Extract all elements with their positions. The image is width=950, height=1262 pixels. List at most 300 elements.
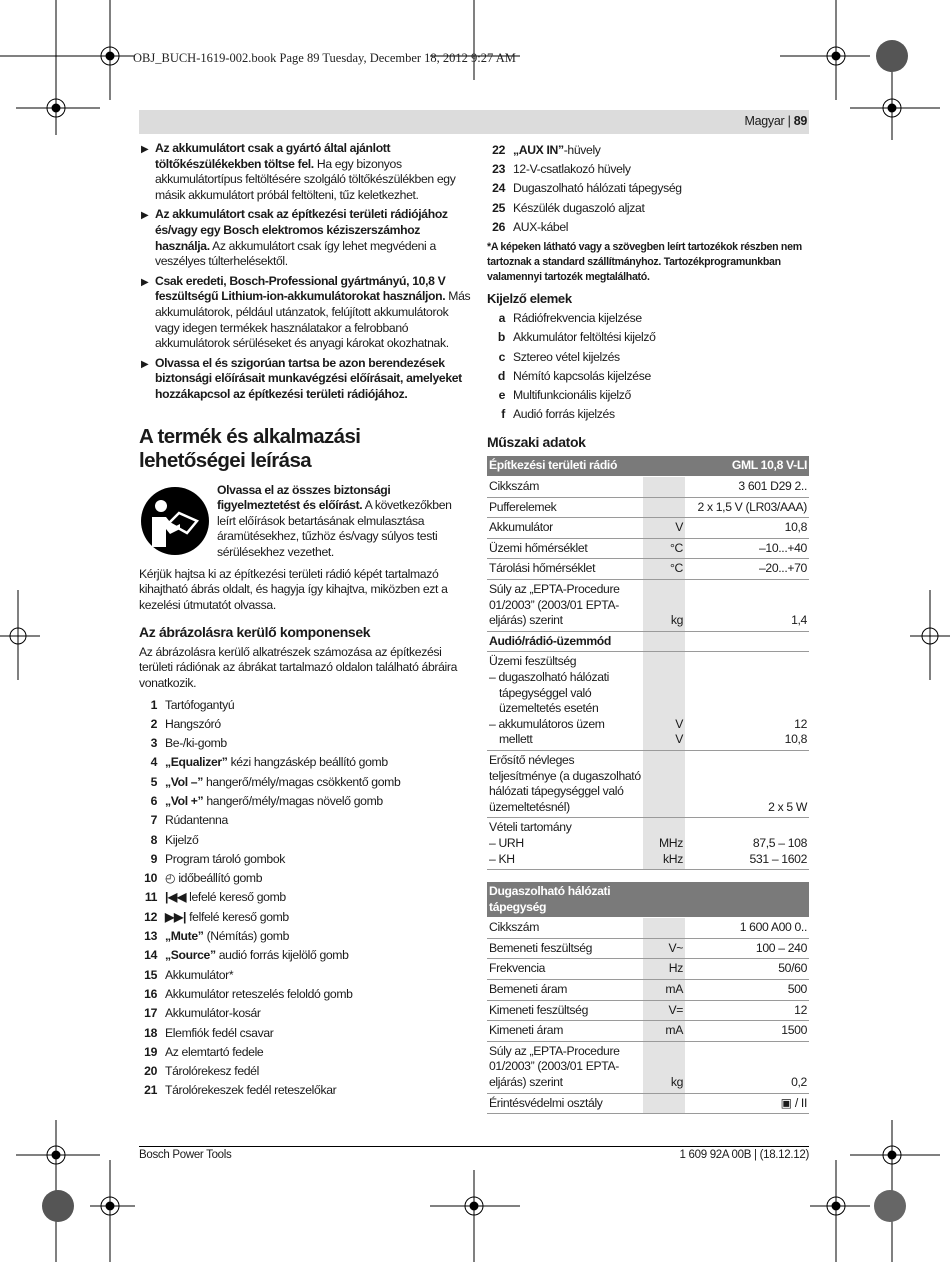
table-row xyxy=(487,980,809,1001)
label-line: – akkumulátoros üzem mellett xyxy=(489,716,605,747)
item-label xyxy=(513,162,631,178)
label-line: Üzemi hőmérséklet xyxy=(489,540,588,555)
value-line: 87,5 – 108 xyxy=(752,835,807,850)
item-label xyxy=(513,181,682,197)
table-row xyxy=(487,497,809,518)
section-title: A termék és alkalmazási lehetőségei leírása xyxy=(139,424,361,472)
label-cell xyxy=(487,980,643,1001)
item-number: 16 xyxy=(144,986,157,1001)
components-intro: Az ábrázolásra kerülő alkatrészek számozása az építkezési területi rádiónak az ábrákat tartalmazó oldalon található ábráira vonatkozik. xyxy=(139,644,458,691)
display-item xyxy=(487,367,809,386)
label-cell xyxy=(487,1021,643,1042)
value-line: 100 – 240 xyxy=(755,940,807,955)
item-label xyxy=(165,1026,273,1042)
unit-cell xyxy=(643,538,685,559)
bullet-arrow-icon: ▶ xyxy=(141,210,149,222)
unit-line: °C xyxy=(670,561,683,576)
item-number: 25 xyxy=(492,200,505,215)
label-cell xyxy=(487,818,643,870)
header-language: Magyar xyxy=(744,114,785,128)
item-letter: d xyxy=(497,368,505,383)
list-item xyxy=(139,1024,471,1043)
item-text: hangerő/mély/magas csökkentő gomb xyxy=(202,774,401,789)
label-cell xyxy=(487,580,643,632)
display-item xyxy=(487,328,809,347)
item-text: 12-V-csatlakozó hüvely xyxy=(513,162,631,177)
item-text: Kijelző xyxy=(165,832,199,847)
item-number: 2 xyxy=(150,716,157,731)
footer-doc-number: 1 609 92A 00B | (18.12.12) xyxy=(679,1149,809,1161)
display-list xyxy=(487,309,809,425)
unit-line xyxy=(645,701,683,717)
item-text: ◴ időbeállító gomb xyxy=(165,871,263,886)
item-text: Az elemtartó fedele xyxy=(165,1044,264,1059)
header-cell xyxy=(643,456,685,476)
table-row xyxy=(487,818,809,870)
table-row xyxy=(487,1041,809,1093)
label-line: Pufferelemek xyxy=(489,499,557,514)
list-item xyxy=(139,696,471,715)
unit-cell xyxy=(643,980,685,1001)
label-cell xyxy=(487,518,643,539)
list-item xyxy=(139,850,471,869)
item-text: Készülék dugaszoló aljzat xyxy=(513,200,645,215)
bullet-bold: Olvassa el és szigorúan tartsa be azon berendezések biztonsági előírásait munkavégzési előírásait, amelyeket hozzákapcsol az építkezési területi rádiójához. xyxy=(155,355,462,401)
unit-cell xyxy=(643,631,685,652)
list-item xyxy=(139,734,471,753)
item-text: Be-/ki-gomb xyxy=(165,736,227,751)
item-text: Program tároló gombok xyxy=(165,851,286,866)
item-text: kézi hangzáskép beállító gomb xyxy=(227,755,388,770)
list-item xyxy=(139,773,471,792)
table-header xyxy=(487,882,809,918)
item-text: Tartófogantyú xyxy=(165,697,235,712)
value-line: –20...+70 xyxy=(758,561,807,576)
item-text: Akkumulátor feltöltési kijelző xyxy=(513,330,656,345)
read-manual-icon xyxy=(141,487,209,555)
label-cell xyxy=(487,918,643,939)
list-item xyxy=(139,1082,471,1101)
item-number: 10 xyxy=(144,871,157,886)
unit-line xyxy=(645,800,683,816)
label-line: – dugaszolható hálózati tápegységgel való üzemeltetés esetén xyxy=(489,669,610,716)
value-line: 1500 xyxy=(781,1023,807,1038)
value-cell xyxy=(685,1021,809,1042)
list-item xyxy=(139,985,471,1004)
unit-line xyxy=(645,920,683,936)
label-line: Erősítő névleges teljesítménye (a dugaszolható hálózati tápegységgel való üzemeltetésnél) xyxy=(489,752,641,814)
label-line: Akkumulátor xyxy=(489,520,553,535)
list-item xyxy=(487,180,809,199)
item-number: 22 xyxy=(492,142,505,157)
value-line: 50/60 xyxy=(778,961,807,976)
table-row xyxy=(487,652,809,751)
table-row xyxy=(487,518,809,539)
item-label xyxy=(165,852,285,868)
item-number: 8 xyxy=(150,832,157,847)
label-cell xyxy=(487,1000,643,1021)
unit-line xyxy=(645,1096,683,1112)
item-text: Rúdantenna xyxy=(165,813,228,828)
bullet-text: Más akkumulátorok, például utánzatok, felújított akkumulátorok vagy idegen termékek használatakor a felrobbanó akkumulátorok sérüléseket és anyagi károkat okozhatnak. xyxy=(155,289,471,351)
bullet-text: Ha egy bizonyos akkumulátortípus feltöltésére szolgáló töltőkészülékben egy másik akkumulátort próbál feltölteni, tűz keletkezhet. xyxy=(155,156,456,202)
label-line: Üzemi feszültség xyxy=(489,654,577,669)
safety-bullets xyxy=(139,141,471,403)
footer-divider xyxy=(139,1146,809,1147)
item-label xyxy=(165,910,289,926)
label-cell xyxy=(487,497,643,518)
item-label xyxy=(165,890,286,906)
value-cell xyxy=(685,1000,809,1021)
item-number: 5 xyxy=(150,774,157,789)
label-line: Bemeneti áram xyxy=(489,982,568,997)
spec-table-power-supply xyxy=(487,882,809,1114)
value-line: 10,8 xyxy=(784,520,807,535)
label-cell xyxy=(487,538,643,559)
label-line: Súly az „EPTA-Procedure 01/2003” (2003/01 EPTA-eljárás) szerint xyxy=(489,582,620,628)
item-text: lefelé kereső gomb xyxy=(186,890,286,905)
unit-cell xyxy=(643,959,685,980)
item-text: audió forrás kijelölő gomb xyxy=(215,948,349,963)
label-line: – KH xyxy=(489,851,515,866)
table-row xyxy=(487,750,809,817)
label-line: Kimeneti áram xyxy=(489,1023,564,1038)
label-cell xyxy=(487,1093,643,1114)
list-item xyxy=(139,754,471,773)
header-cell: Építkezési területi rádió xyxy=(487,456,643,476)
bullet-arrow-icon: ▶ xyxy=(141,358,149,370)
item-text: Rádiófrekvencia kijelzése xyxy=(513,310,642,325)
item-number: 11 xyxy=(144,890,157,905)
left-column xyxy=(139,141,471,1101)
item-bold: „Equalizer” xyxy=(165,755,228,770)
item-text: Elemfiók fedél csavar xyxy=(165,1025,274,1040)
label-line: Audió/rádió-üzemmód xyxy=(489,633,611,648)
value-line: ▣ / II xyxy=(780,1095,807,1110)
display-item xyxy=(487,406,809,425)
table-row xyxy=(487,959,809,980)
footer-brand: Bosch Power Tools xyxy=(139,1149,232,1161)
spec-table-radio xyxy=(487,456,809,870)
item-number: 23 xyxy=(492,162,505,177)
unit-cell xyxy=(643,918,685,939)
unit-cell xyxy=(643,938,685,959)
item-bold: „AUX IN” xyxy=(513,142,564,157)
item-number: 14 xyxy=(144,948,157,963)
unit-line xyxy=(645,820,683,836)
item-number: 20 xyxy=(144,1064,157,1079)
bullet-bold: Csak eredeti, Bosch-Professional gyártmányú, 10,8 V feszültségű Lithium-ion-akkumulátorokat használjon. xyxy=(155,273,446,304)
bullet-arrow-icon: ▶ xyxy=(141,144,149,155)
table-header xyxy=(487,456,809,476)
list-item xyxy=(139,811,471,830)
item-number: 12 xyxy=(144,909,157,924)
list-item xyxy=(139,947,471,966)
value-cell xyxy=(685,538,809,559)
header-cell xyxy=(685,882,809,918)
component-list xyxy=(139,696,471,1101)
value-cell xyxy=(685,497,809,518)
item-label xyxy=(165,929,289,945)
table-row xyxy=(487,559,809,580)
unit-line: kHz xyxy=(663,851,683,866)
list-item xyxy=(139,792,471,811)
display-item xyxy=(487,309,809,328)
unit-cell xyxy=(643,497,685,518)
list-item xyxy=(487,160,809,179)
value-line: 12 xyxy=(794,716,807,731)
page-number: 89 xyxy=(793,114,807,128)
header-cell xyxy=(643,882,685,918)
list-item xyxy=(139,1043,471,1062)
unit-cell xyxy=(643,1041,685,1093)
item-number: 1 xyxy=(150,697,157,712)
item-text: AUX-kábel xyxy=(513,220,569,235)
item-text: Multifunkcionális kijelző xyxy=(513,388,631,403)
components-title: Az ábrázolásra kerülő komponensek xyxy=(139,624,371,641)
label-cell xyxy=(487,750,643,817)
unit-line: kg xyxy=(670,613,683,628)
tech-title: Műszaki adatok xyxy=(487,433,586,450)
item-number: 26 xyxy=(492,220,505,235)
table-row xyxy=(487,477,809,498)
item-letter: a xyxy=(498,310,505,325)
label-cell xyxy=(487,652,643,751)
list-item xyxy=(139,1004,471,1023)
item-text: Tárolórekesz fedél xyxy=(165,1064,259,1079)
unit-cell xyxy=(643,1021,685,1042)
value-cell xyxy=(685,580,809,632)
unit-line: Hz xyxy=(668,961,683,976)
right-column xyxy=(487,141,809,1114)
list-item xyxy=(139,869,471,888)
item-number: 13 xyxy=(144,929,157,944)
item-label xyxy=(165,813,228,829)
label-cell xyxy=(487,938,643,959)
table-row xyxy=(487,631,809,652)
warning-bold: Olvassa el az összes biztonsági figyelmeztetést és előírást. xyxy=(217,482,391,513)
display-title: Kijelző elemek xyxy=(487,291,572,307)
item-bold: „Source” xyxy=(165,948,216,963)
table-row xyxy=(487,1093,809,1114)
item-number: 7 xyxy=(150,813,157,828)
item-number: 4 xyxy=(150,755,157,770)
value-line: 531 – 1602 xyxy=(749,851,807,866)
item-label xyxy=(165,794,383,810)
value-line: 12 xyxy=(794,1002,807,1017)
item-number: 21 xyxy=(144,1083,157,1098)
header-cell: Dugaszolható hálózati tápegység xyxy=(487,882,643,918)
item-text: Tárolórekeszek fedél reteszelőkar xyxy=(165,1083,337,1098)
warning-text: A következőkben leírt előírások betartásának elmulasztása áramütésekhez, tűzhöz és/vagy súlyos testi sérülésekhez vezethet. xyxy=(217,498,452,559)
value-line: 10,8 xyxy=(784,732,807,747)
item-label xyxy=(165,736,227,752)
label-line: Bemeneti feszültség xyxy=(489,940,593,955)
item-text: Némító kapcsolás kijelzése xyxy=(513,368,651,383)
item-label xyxy=(165,968,233,984)
item-text: felfelé kereső gomb xyxy=(186,909,289,924)
item-text: Audió forrás kijelzés xyxy=(513,407,615,422)
table-row xyxy=(487,538,809,559)
label-line: Kimeneti feszültség xyxy=(489,1002,589,1017)
display-item xyxy=(487,348,809,367)
unit-line: MHz xyxy=(659,835,683,850)
item-text: Akkumulátor-kosár xyxy=(165,1006,261,1021)
table-row xyxy=(487,1021,809,1042)
item-bold: „Vol +” xyxy=(165,793,204,808)
item-label xyxy=(165,987,353,1003)
table-row xyxy=(487,938,809,959)
value-cell xyxy=(685,818,809,870)
item-label xyxy=(513,201,645,217)
header-cell: GML 10,8 V-LI xyxy=(685,456,809,476)
item-label xyxy=(165,833,198,849)
value-line: 3 601 D29 2.. xyxy=(738,479,807,494)
item-label xyxy=(165,698,234,714)
label-line: Cikkszám xyxy=(489,920,540,935)
value-cell xyxy=(685,918,809,939)
label-line: Tárolási hőmérséklet xyxy=(489,561,596,576)
value-line xyxy=(687,820,807,836)
label-line: Súly az „EPTA-Procedure 01/2003” (2003/01 EPTA-eljárás) szerint xyxy=(489,1043,620,1090)
item-bold: ▶▶| xyxy=(165,909,187,924)
safety-bullet xyxy=(139,207,471,269)
label-cell xyxy=(487,1041,643,1093)
list-item xyxy=(139,1062,471,1081)
unit-line: °C xyxy=(670,540,683,555)
item-number: 17 xyxy=(144,1006,157,1021)
unit-line: V xyxy=(675,732,683,747)
unit-cell xyxy=(643,818,685,870)
list-item xyxy=(139,889,471,908)
item-text: hangerő/mély/magas növelő gomb xyxy=(203,793,383,808)
value-cell xyxy=(685,652,809,751)
unit-line: V~ xyxy=(668,940,683,955)
label-line: Érintésvédelmi osztály xyxy=(489,1095,603,1110)
value-line xyxy=(687,634,807,650)
unit-cell xyxy=(643,477,685,498)
item-text: Sztereo vétel kijelzés xyxy=(513,349,620,364)
unit-line: kg xyxy=(670,1075,683,1090)
table-row xyxy=(487,580,809,632)
display-item xyxy=(487,386,809,405)
item-number: 24 xyxy=(492,181,505,196)
value-line: 2 x 5 W xyxy=(768,799,807,814)
item-number: 19 xyxy=(144,1044,157,1059)
item-text: -hüvely xyxy=(563,142,601,157)
value-cell xyxy=(685,750,809,817)
item-text: (Némítás) gomb xyxy=(203,929,290,944)
item-text: Dugaszolható hálózati tápegység xyxy=(513,181,682,196)
list-item xyxy=(487,218,809,237)
item-number: 18 xyxy=(144,1025,157,1040)
table-row xyxy=(487,918,809,939)
item-label xyxy=(165,775,400,791)
item-text: Hangszóró xyxy=(165,716,221,731)
unit-cell xyxy=(643,518,685,539)
list-item xyxy=(139,927,471,946)
value-cell xyxy=(685,631,809,652)
safety-bullet xyxy=(139,356,471,403)
bullet-bold: Az akkumulátort csak a gyártó által ajánlott töltőkészülékekben töltse fel. xyxy=(155,141,391,171)
list-item xyxy=(139,831,471,850)
unit-cell xyxy=(643,1000,685,1021)
item-bold: „Mute” xyxy=(165,929,204,944)
value-cell xyxy=(685,938,809,959)
value-line: 0,2 xyxy=(791,1075,807,1090)
item-letter: e xyxy=(498,388,505,403)
book-info-line: OBJ_BUCH-1619-002.book Page 89 Tuesday, December 18, 2012 9:27 AM xyxy=(133,51,516,65)
list-item xyxy=(487,199,809,218)
unit-cell xyxy=(643,750,685,817)
item-label xyxy=(513,220,568,236)
item-letter: c xyxy=(498,349,505,364)
value-cell xyxy=(685,1041,809,1093)
value-line: 2 x 1,5 V (LR03/AAA) xyxy=(697,499,807,514)
item-text: Akkumulátor* xyxy=(165,967,234,982)
label-cell xyxy=(487,631,643,652)
value-line: –10...+40 xyxy=(758,540,807,555)
unit-line: V xyxy=(675,520,683,535)
value-cell xyxy=(685,559,809,580)
bullet-arrow-icon: ▶ xyxy=(141,276,149,288)
label-cell xyxy=(487,959,643,980)
item-label xyxy=(165,948,349,964)
unit-line xyxy=(645,479,683,495)
unit-line: mA xyxy=(665,1023,683,1038)
item-label xyxy=(165,1083,336,1099)
item-label xyxy=(165,871,262,887)
unit-cell xyxy=(643,652,685,751)
value-line: 1 600 A00 0.. xyxy=(739,920,807,935)
unit-cell xyxy=(643,580,685,632)
unit-line: V= xyxy=(668,1002,683,1017)
value-cell xyxy=(685,518,809,539)
label-cell xyxy=(487,477,643,498)
unit-line xyxy=(645,634,683,650)
label-line: – URH xyxy=(489,835,524,850)
list-item xyxy=(487,141,809,160)
value-cell xyxy=(685,477,809,498)
item-label xyxy=(165,1045,263,1061)
label-line: Vételi tartomány xyxy=(489,820,572,835)
unit-line xyxy=(645,500,683,516)
unit-line: V xyxy=(675,716,683,731)
bullet-text: Az akkumulátort csak így lehet megvédeni a veszélyes túlterhelésektől. xyxy=(155,238,436,269)
page-header xyxy=(139,110,809,134)
item-number: 9 xyxy=(150,851,157,866)
unit-cell xyxy=(643,1093,685,1114)
item-number: 3 xyxy=(150,736,157,751)
item-label xyxy=(165,1006,261,1022)
item-label xyxy=(165,755,388,771)
list-item xyxy=(139,908,471,927)
item-number: 15 xyxy=(144,967,157,982)
value-cell xyxy=(685,980,809,1001)
value-line xyxy=(687,701,807,717)
table-row xyxy=(487,1000,809,1021)
item-bold: |◀◀ xyxy=(165,890,187,905)
value-cell xyxy=(685,959,809,980)
list-item xyxy=(139,715,471,734)
bullet-bold: Az akkumulátort csak az építkezési területi rádiójához és/vagy egy Bosch elektromos kéziszerszámhoz használja. xyxy=(155,207,448,253)
safety-bullet xyxy=(139,274,471,352)
value-line: 1,4 xyxy=(791,613,807,628)
item-label xyxy=(513,143,601,159)
value-cell xyxy=(685,1093,809,1114)
component-list-continued xyxy=(487,141,809,237)
page-header-label: Magyar | 89 xyxy=(744,114,807,128)
